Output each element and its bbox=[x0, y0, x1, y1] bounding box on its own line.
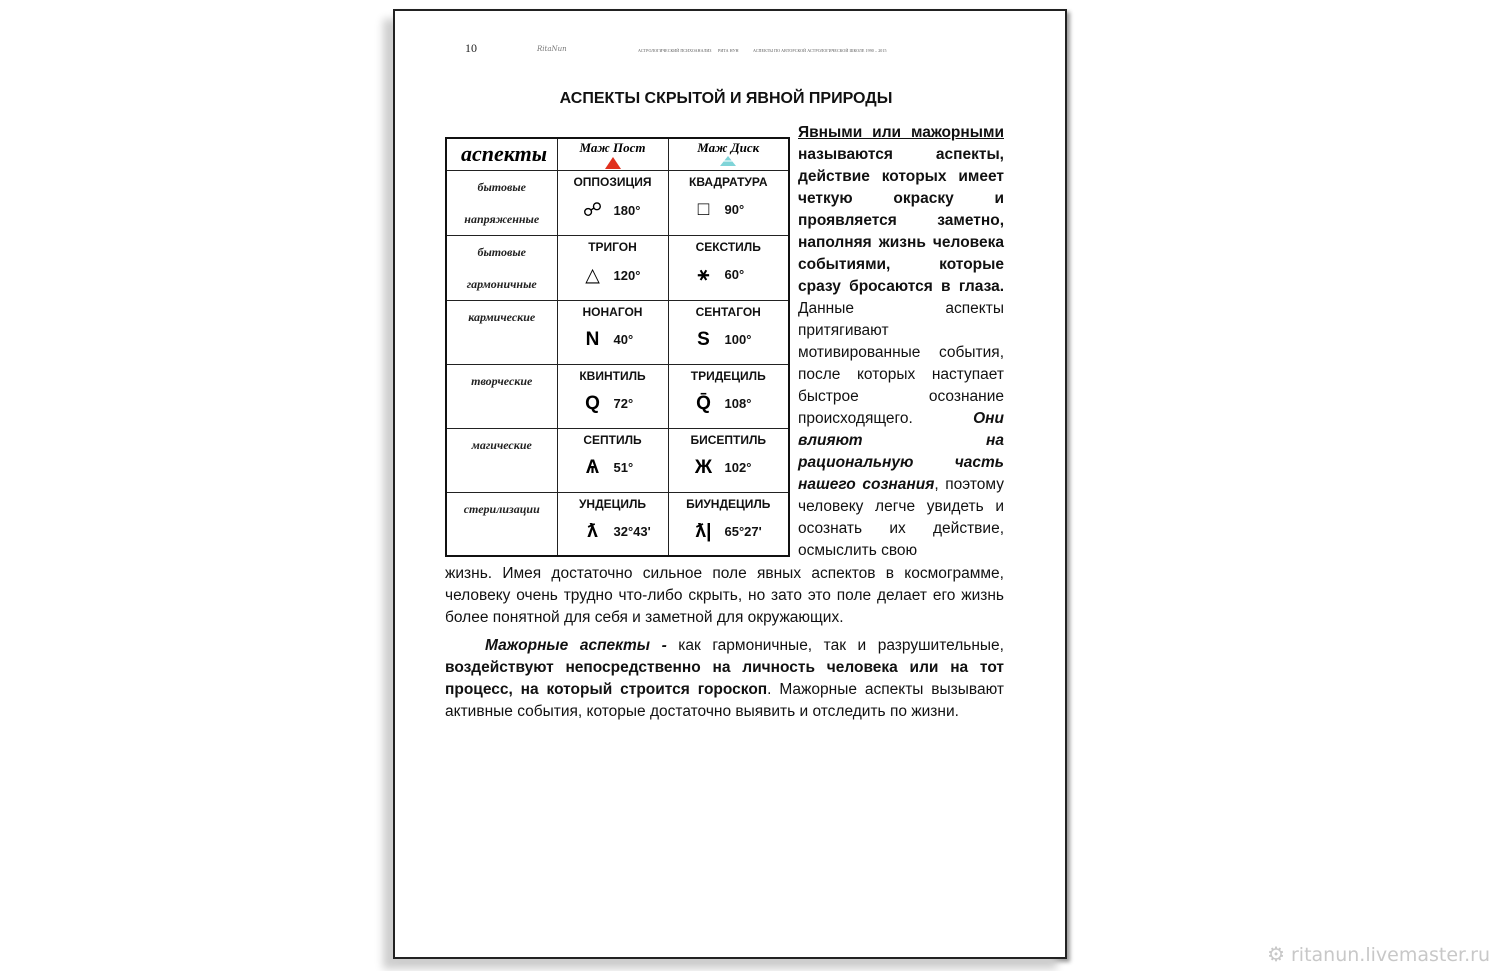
aspect-detail bbox=[669, 329, 789, 351]
document-page bbox=[393, 9, 1067, 959]
term-explicit: Явными или мажорными bbox=[798, 124, 1004, 141]
paragraph-1-column bbox=[798, 122, 1004, 562]
aspect-detail bbox=[558, 393, 668, 415]
aspect-name: СЕПТИЛЬ bbox=[583, 432, 642, 447]
aspect-cell bbox=[557, 492, 668, 556]
aspect-detail bbox=[558, 521, 668, 543]
header-maj-disk bbox=[668, 138, 789, 170]
aspect-degree: 120° bbox=[613, 267, 641, 283]
aspects-table bbox=[445, 137, 790, 557]
table-header-row bbox=[446, 138, 789, 170]
aspect-detail bbox=[558, 457, 668, 479]
category-label: бытовые bbox=[477, 179, 526, 194]
table-row bbox=[446, 428, 789, 492]
cyan-triangle-icon bbox=[720, 156, 736, 166]
aspect-cell bbox=[668, 300, 789, 364]
aspect-name: НОНАГОН bbox=[582, 304, 643, 319]
aspect-cell bbox=[557, 300, 668, 364]
category-cell bbox=[446, 300, 557, 364]
aspect-detail bbox=[558, 329, 668, 351]
aspect-degree: 65°27' bbox=[724, 524, 762, 539]
aspect-degree: 40° bbox=[613, 332, 634, 347]
gear-icon: ⚙ bbox=[1267, 942, 1285, 966]
aspect-cell bbox=[668, 364, 789, 428]
table-row bbox=[446, 492, 789, 556]
aspect-degree: 108° bbox=[724, 396, 752, 411]
aspect-name: СЕНТАГОН bbox=[695, 304, 761, 319]
page-title: АСПЕКТЫ СКРЫТОЙ И ЯВНОЙ ПРИРОДЫ bbox=[559, 90, 893, 107]
aspect-symbol-icon: Q bbox=[585, 392, 600, 414]
emphasis-rational: Они влияют на рациональную часть нашего сознания bbox=[798, 410, 1004, 493]
aspect-detail bbox=[558, 264, 668, 287]
watermark-text: ritanun.livemaster.ru bbox=[1291, 944, 1490, 966]
aspect-symbol-icon: ƛ bbox=[587, 520, 598, 542]
aspect-detail bbox=[558, 199, 668, 222]
aspect-symbol-icon: Ѧ bbox=[586, 456, 599, 478]
running-header-topic: АСПЕКТЫ ПО АВТОРСКОЙ АСТРОЛОГИЧЕСКОЙ ШКОЛЕ 1990 – 2015 bbox=[753, 48, 887, 53]
aspect-degree: 32°43' bbox=[613, 524, 651, 539]
aspect-symbol-icon: N bbox=[585, 328, 600, 350]
aspect-name: КВАДРАТУРА bbox=[689, 174, 768, 189]
category-sublabel: гармоничные bbox=[466, 276, 537, 291]
aspect-detail bbox=[669, 199, 789, 221]
definition-bold: называются аспекты, действие которых имеет четкую окраску и проявляется заметно, наполняя жизнь человека событиями, которые сразу бросаются в глаза. bbox=[798, 146, 1004, 295]
aspect-cell bbox=[668, 170, 789, 235]
aspect-detail bbox=[669, 457, 789, 479]
paragraph-2-end: . Мажорные аспекты вызывают активные события, которые достаточно выявить и отследить по жизни. bbox=[445, 681, 1004, 720]
paragraph-2-bold: воздействуют непосредственно на личность человека или на тот процесс, на который строится гороскоп bbox=[445, 659, 1004, 698]
category-cell bbox=[446, 364, 557, 428]
aspect-symbol-icon: ⚹ bbox=[697, 263, 710, 285]
aspect-symbol-icon: □ bbox=[697, 198, 710, 220]
aspect-name: ТРИГОН bbox=[588, 239, 637, 254]
aspect-cell bbox=[668, 428, 789, 492]
header-maj-post bbox=[557, 138, 668, 170]
category-label: творческие bbox=[471, 373, 533, 388]
header-maj-post-label: Маж Пост bbox=[579, 140, 646, 155]
aspect-degree: 102° bbox=[724, 460, 752, 475]
paragraph-2 bbox=[445, 635, 1004, 723]
category-cell bbox=[446, 170, 557, 235]
aspect-detail bbox=[669, 521, 789, 543]
aspect-degree: 180° bbox=[613, 202, 641, 218]
running-header-series: АСТРОЛОГИЧЕСКИЙ ПСИХОАНАЛИЗ bbox=[638, 48, 712, 53]
aspect-name: СЕКСТИЛЬ bbox=[695, 239, 761, 254]
aspect-degree: 60° bbox=[724, 267, 745, 282]
category-sublabel: напряженные bbox=[464, 211, 540, 226]
category-label: магические bbox=[471, 437, 532, 452]
aspect-cell bbox=[668, 235, 789, 300]
aspect-symbol-icon: Q̄ bbox=[696, 392, 711, 414]
definition-regular: Данные аспекты притягивают мотивированные события, после которых наступает быстрое осознание происходящего. bbox=[798, 300, 1004, 427]
table-row bbox=[446, 170, 789, 235]
table-row bbox=[446, 235, 789, 300]
aspect-degree: 51° bbox=[613, 460, 634, 475]
table-row bbox=[446, 300, 789, 364]
header-maj-disk-label: Маж Диск bbox=[697, 140, 760, 155]
watermark bbox=[1267, 942, 1490, 966]
aspect-cell bbox=[557, 428, 668, 492]
aspect-symbol-icon: ☍ bbox=[582, 199, 603, 221]
aspect-name: УНДЕЦИЛЬ bbox=[578, 496, 647, 511]
paragraph-2-regular: как гармоничные, так и разрушительные, bbox=[666, 637, 1004, 654]
aspect-symbol-icon: Ж bbox=[694, 456, 713, 478]
aspect-cell bbox=[557, 364, 668, 428]
aspect-name: БИУНДЕЦИЛЬ bbox=[686, 496, 771, 511]
definition-end: , поэтому человеку легче увидеть и осознать их действие, осмыслить свою bbox=[798, 476, 1004, 559]
category-cell bbox=[446, 492, 557, 556]
aspect-symbol-icon: ƛ| bbox=[695, 520, 712, 542]
aspect-degree: 100° bbox=[724, 332, 752, 347]
table-row bbox=[446, 364, 789, 428]
aspect-degree: 90° bbox=[724, 202, 745, 217]
author-signature: RitaNun bbox=[537, 45, 567, 53]
aspect-name: КВИНТИЛЬ bbox=[579, 368, 646, 383]
category-cell bbox=[446, 428, 557, 492]
aspect-degree: 72° bbox=[613, 396, 634, 411]
aspect-name: ОППОЗИЦИЯ bbox=[573, 174, 652, 189]
term-major: Мажорные аспекты - bbox=[485, 637, 667, 654]
aspect-cell bbox=[557, 235, 668, 300]
header-aspects: аспекты bbox=[446, 138, 557, 170]
aspect-name: БИСЕПТИЛЬ bbox=[690, 432, 767, 447]
category-cell bbox=[446, 235, 557, 300]
aspect-symbol-icon: S bbox=[697, 328, 710, 350]
aspect-cell bbox=[668, 492, 789, 556]
aspect-detail bbox=[669, 264, 789, 286]
running-header-author: РИТА НУН bbox=[718, 48, 739, 53]
page-number: 10 bbox=[465, 41, 477, 55]
category-label: бытовые bbox=[477, 244, 526, 259]
aspect-detail bbox=[669, 393, 789, 415]
red-triangle-icon bbox=[605, 157, 621, 169]
aspect-name: ТРИДЕЦИЛЬ bbox=[690, 368, 766, 383]
aspect-symbol-icon: △ bbox=[585, 264, 600, 286]
aspect-cell bbox=[557, 170, 668, 235]
category-label: кармические bbox=[468, 309, 536, 324]
category-label: стерилизации bbox=[463, 501, 540, 516]
paragraph-1-continued: жизнь. Имея достаточно сильное поле явных аспектов в космограмме, человеку очень трудно что-либо скрыть, но зато это поле делает его жизнь более понятной для себя и заметной для окружающих. bbox=[445, 565, 1004, 626]
